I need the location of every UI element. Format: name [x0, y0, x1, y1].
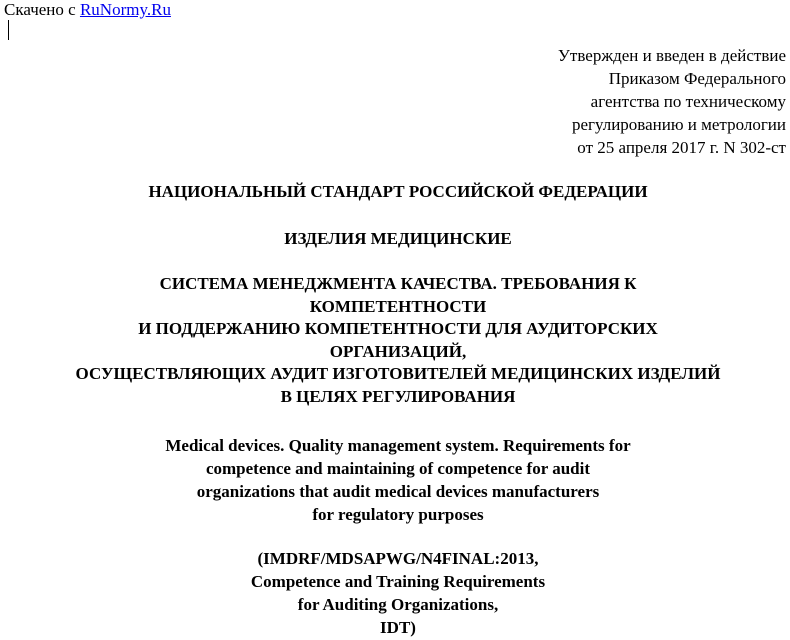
reference-line: Competence and Training Requirements	[250, 572, 546, 591]
standard-subject	[0, 227, 790, 250]
source-link[interactable]: RuNormy.Ru	[79, 0, 171, 19]
title-en-line: for regulatory purposes	[312, 505, 484, 524]
source-prefix: Скачено с	[4, 0, 80, 19]
standard-heading	[0, 180, 790, 203]
title-ru-line: В ЦЕЛЯХ РЕГУЛИРОВАНИЯ	[280, 386, 516, 406]
approval-line: от 25 апреля 2017 г. N 302-ст	[577, 138, 786, 157]
source-line	[4, 0, 171, 21]
text-cursor	[8, 20, 9, 40]
approval-line: Утвержден и введен в действие	[557, 46, 786, 65]
approval-line: регулированию и метрологии	[571, 115, 786, 134]
title-en-line: organizations that audit medical devices manufacturers	[196, 482, 600, 501]
reference-line: IDT)	[380, 618, 416, 637]
russian-title	[0, 273, 790, 408]
title-ru-line: ОРГАНИЗАЦИЙ,	[329, 341, 467, 361]
reference-block	[0, 547, 790, 639]
subject-text: ИЗДЕЛИЯ МЕДИЦИНСКИЕ	[284, 229, 512, 248]
approval-line: агентства по техническому	[590, 92, 786, 111]
heading-text: НАЦИОНАЛЬНЫЙ СТАНДАРТ РОССИЙСКОЙ ФЕДЕРАЦИИ	[148, 182, 648, 201]
title-ru-line: И ПОДДЕРЖАНИЮ КОМПЕТЕНТНОСТИ ДЛЯ АУДИТОРСКИХ	[138, 319, 658, 338]
reference-line: for Auditing Organizations,	[297, 595, 499, 614]
approval-line: Приказом Федерального	[608, 69, 786, 88]
title-en-line: competence and maintaining of competence for audit	[205, 459, 591, 478]
title-en-line: Medical devices. Quality management system. Requirements for	[165, 436, 631, 455]
title-ru-line: СИСТЕМА МЕНЕДЖМЕНТА КАЧЕСТВА. ТРЕБОВАНИЯ К	[159, 274, 637, 293]
english-title	[0, 434, 790, 526]
title-ru-line: КОМПЕТЕНТНОСТИ	[309, 296, 487, 316]
title-ru-line: ОСУЩЕСТВЛЯЮЩИХ АУДИТ ИЗГОТОВИТЕЛЕЙ МЕДИЦИНСКИХ ИЗДЕЛИЙ	[75, 364, 721, 383]
approval-block	[558, 44, 786, 159]
reference-line: (IMDRF/MDSAPWG/N4FINAL:2013,	[257, 549, 539, 568]
